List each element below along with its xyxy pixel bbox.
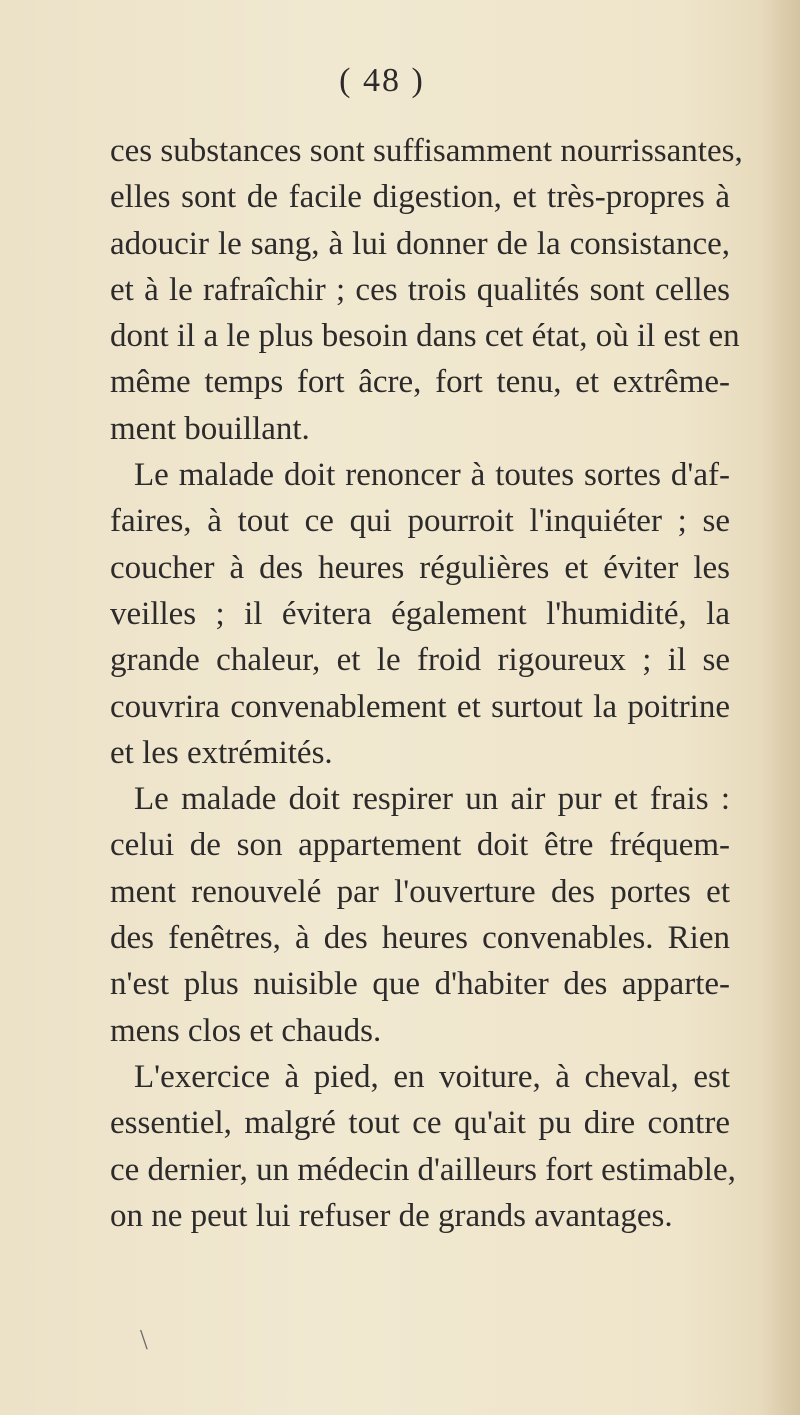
text-line: ment bouillant. xyxy=(110,410,310,447)
text-line: ment renouvelé par l'ouverture des portes et xyxy=(110,873,730,910)
text-line: ces substances sont suffisamment nourrissantes, xyxy=(110,133,743,169)
paragraph-start-line: Le malade doit respirer un air pur et frais : xyxy=(134,781,730,818)
text-line: dont il a le plus besoin dans cet état, où il est en xyxy=(110,318,740,355)
text-line: même temps fort âcre, fort tenu, et extrême- xyxy=(110,364,730,401)
paragraph-start-line: Le malade doit renoncer à toutes sortes d'af- xyxy=(134,457,730,494)
text-line: des fenêtres, à des heures convenables. Rien xyxy=(110,920,730,957)
text-line: adoucir le sang, à lui donner de la consistance, xyxy=(110,225,730,262)
text-line: et les extrémités. xyxy=(110,734,333,771)
text-line: celui de son appartement doit être fréquem- xyxy=(110,827,730,864)
text-line: veilles ; il évitera également l'humidité, la xyxy=(110,595,730,632)
text-line: n'est plus nuisible que d'habiter des apparte- xyxy=(110,966,730,1003)
text-line: on ne peut lui refuser de grands avantages. xyxy=(110,1197,673,1234)
text-line: elles sont de facile digestion, et très-propres à xyxy=(110,179,730,216)
stray-ink-mark: \ xyxy=(140,1325,148,1356)
body-text xyxy=(110,128,743,1239)
text-line: couvrira convenablement et surtout la poitrine xyxy=(110,688,730,725)
text-line: ce dernier, un médecin d'ailleurs fort estimable, xyxy=(110,1151,736,1188)
text-line: mens clos et chauds. xyxy=(110,1012,382,1049)
page-number: ( 48 ) xyxy=(339,62,425,99)
page-edge-shadow xyxy=(760,0,800,1415)
text-line: et à le rafraîchir ; ces trois qualités sont celles xyxy=(110,271,730,308)
paragraph-start-line: L'exercice à pied, en voiture, à cheval, est xyxy=(134,1058,730,1095)
text-line: faires, à tout ce qui pourroit l'inquiéter ; se xyxy=(110,503,730,540)
text-line: coucher à des heures régulières et éviter les xyxy=(110,549,730,586)
text-line: grande chaleur, et le froid rigoureux ; il se xyxy=(110,642,730,679)
text-line: essentiel, malgré tout ce qu'ait pu dire contre xyxy=(110,1105,730,1142)
